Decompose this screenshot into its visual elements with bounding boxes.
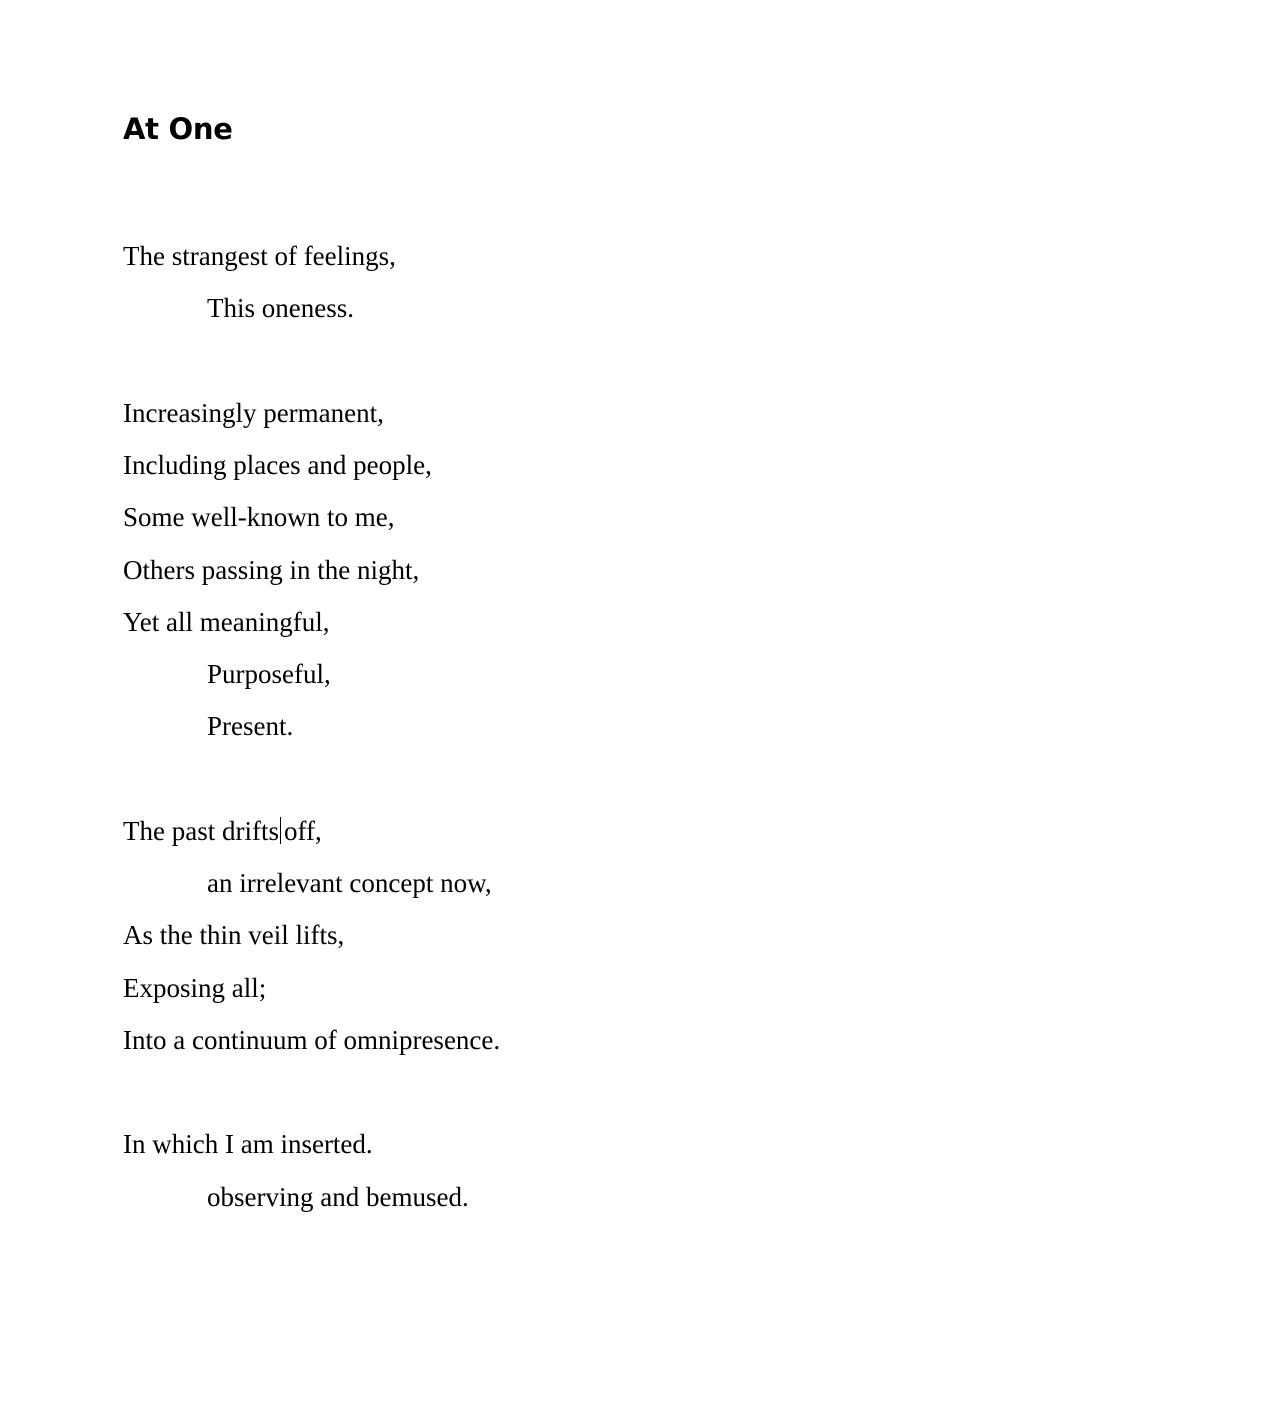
poem-line: Purposeful, — [207, 659, 331, 689]
poem-line: Yet all meaningful, — [123, 607, 330, 637]
poem-line: This oneness. — [207, 293, 354, 323]
poem-line: Exposing all; — [123, 973, 267, 1003]
poem-line-text-before-cursor: The past drifts — [123, 816, 279, 846]
poem-line: Some well-known to me, — [123, 502, 395, 532]
poem-line: observing and bemused. — [207, 1182, 469, 1212]
poem-line: As the thin veil lifts, — [123, 920, 345, 950]
poem-line: The strangest of feelings, — [123, 241, 396, 271]
poem-title: At One — [123, 112, 233, 146]
poem-line: Increasingly permanent, — [123, 398, 384, 428]
poem-line-text-after-cursor: off, — [283, 816, 322, 846]
poem-line: Others passing in the night, — [123, 555, 420, 585]
poem-line: In which I am inserted. — [123, 1129, 373, 1159]
poem-line — [123, 814, 322, 848]
poem-line: Into a continuum of omnipresence. — [123, 1025, 501, 1055]
text-cursor — [280, 817, 281, 844]
poem-line: Present. — [207, 711, 294, 741]
poem-line: an irrelevant concept now, — [207, 868, 492, 898]
poem-line: Including places and people, — [123, 450, 432, 480]
